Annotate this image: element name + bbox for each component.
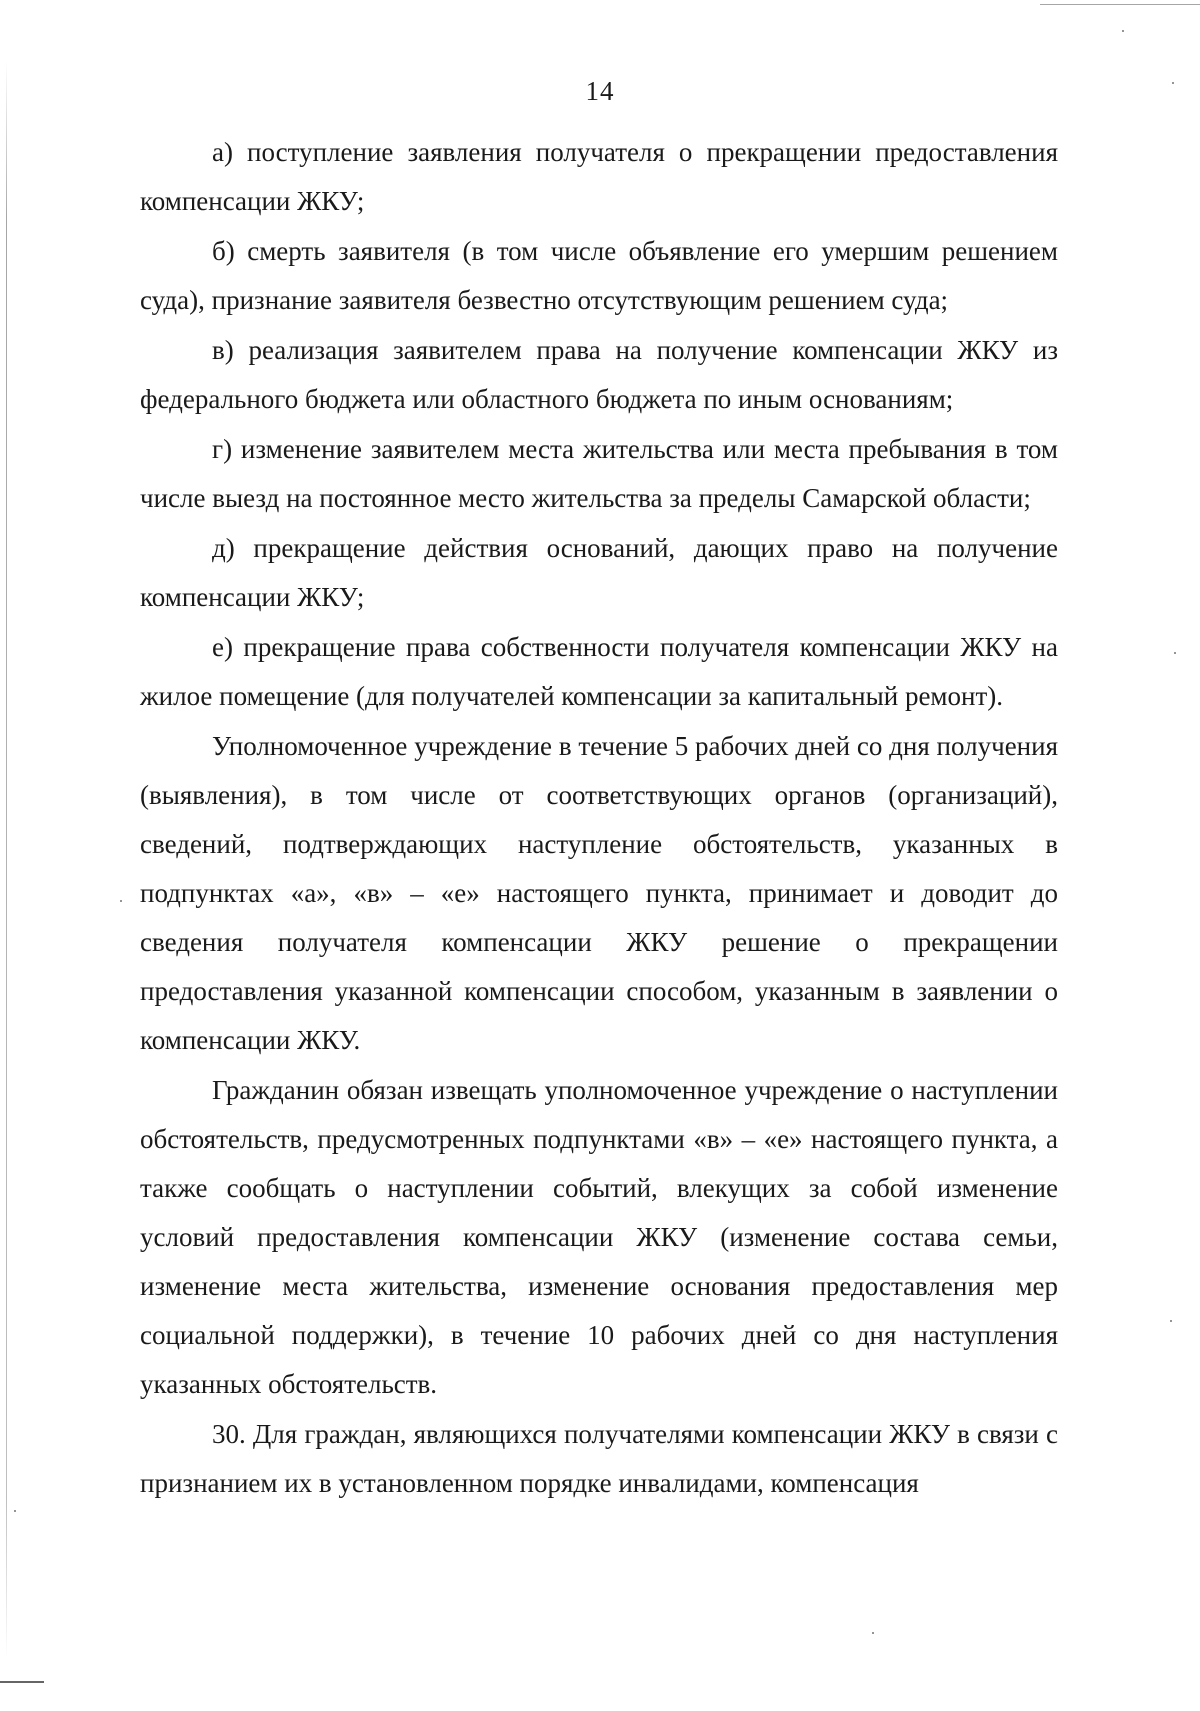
scan-speck (120, 900, 122, 902)
page-number: 14 (585, 76, 615, 106)
list-item-e: е) прекращение права собственности получателя компенсации ЖКУ на жилое помещение (для получателей компенсации за капитальный ремонт). (140, 632, 1058, 711)
scan-speck (1170, 1320, 1172, 1322)
paragraph-item-30: 30. Для граждан, являющихся получателями компенсации ЖКУ в связи с признанием их в установленном порядке инвалидами, компенсация (140, 1419, 1058, 1498)
list-item-g: г) изменение заявителем места жительства или места пребывания в том числе выезд на постоянное место жительства за пределы Самарской области; (140, 434, 1058, 513)
scan-speck (14, 1510, 16, 1512)
list-item-d: д) прекращение действия оснований, дающих право на получение компенсации ЖКУ; (140, 533, 1058, 612)
scan-edge-left (6, 60, 7, 1660)
document-body (140, 128, 1058, 1509)
paragraph-decision: Уполномоченное учреждение в течение 5 рабочих дней со дня получения (выявления), в том числе от соответствующих органов (организаций), сведений, подтверждающих наступление обстоятельств, указанных в подпунктах «а», «в» – «е» настоящего пункта, принимает и доводит до сведения получателя компенсации ЖКУ решение о прекращении предоставления указанной компенсации способом, указанным в заявлении о компенсации ЖКУ. (140, 731, 1058, 1055)
scan-speck (1122, 30, 1124, 32)
list-item-b: б) смерть заявителя (в том числе объявление его умершим решением суда), признание заявителя безвестно отсутствующим решением суда; (140, 236, 1058, 315)
list-item-v: в) реализация заявителем права на получение компенсации ЖКУ из федерального бюджета или областного бюджета по иным основаниям; (140, 335, 1058, 414)
list-item-a: а) поступление заявления получателя о прекращении предоставления компенсации ЖКУ; (140, 137, 1058, 216)
scan-speck (1174, 652, 1176, 654)
paragraph-citizen-obligation: Гражданин обязан извещать уполномоченное учреждение о наступлении обстоятельств, предусмотренных подпунктами «в» – «е» настоящего пункта, а также сообщать о наступлении событий, влекущих за собой изменение условий предоставления компенсации ЖКУ (изменение состава семьи, изменение места жительства, изменение основания предоставления мер социальной поддержки), в течение 10 рабочих дней со дня наступления указанных обстоятельств. (140, 1075, 1058, 1399)
scan-speck (872, 1632, 874, 1634)
scan-edge-top (1040, 4, 1200, 5)
scan-edge-bottom (0, 1681, 44, 1683)
